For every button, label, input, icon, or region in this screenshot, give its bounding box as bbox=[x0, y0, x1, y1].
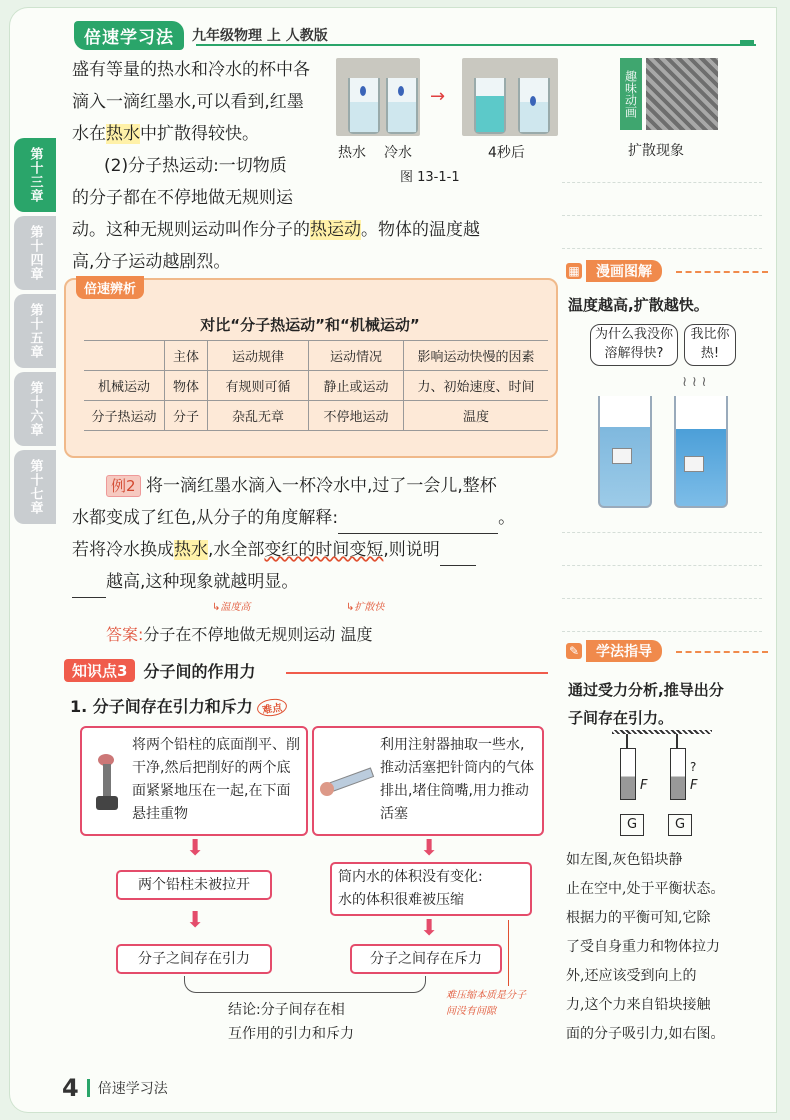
handwritten-note-2: ↳扩散快 bbox=[346, 602, 385, 613]
force-label-right: F bbox=[690, 778, 698, 793]
book-title: 九年级物理 上 人教版 bbox=[192, 28, 328, 44]
tab-chapter-13[interactable]: 第十三章 bbox=[14, 138, 56, 212]
example-label: 例2 bbox=[106, 475, 141, 497]
difficulty-stamp: 难点 bbox=[256, 697, 288, 718]
header-cell: 影响运动快慢的因素 bbox=[404, 341, 549, 371]
footer-separator bbox=[87, 1079, 90, 1097]
page-number: 4 bbox=[62, 1074, 79, 1102]
sugar-cube-icon bbox=[684, 456, 704, 472]
comic-headline: 温度越高,扩散越快。 bbox=[568, 296, 709, 314]
example-line-4: 越高,这种现象就越明显。 bbox=[72, 566, 298, 598]
comic-rule bbox=[676, 271, 768, 274]
handwritten-note-3: 难压缩本质是分子间没有间隙 bbox=[446, 990, 526, 1017]
example-line-2: 水都变成了红色,从分子的角度解释: 。 bbox=[72, 502, 515, 534]
qr-tag: 趣味动画 bbox=[620, 58, 642, 130]
down-arrow-icon: ⬇ bbox=[186, 836, 205, 861]
faded-margin bbox=[556, 500, 768, 620]
header-cell bbox=[84, 341, 165, 371]
tab-chapter-16[interactable]: 第十六章 bbox=[14, 372, 56, 446]
result-syringe bbox=[330, 862, 532, 916]
hot-glass-icon bbox=[674, 396, 728, 508]
example-answer: 答案:分子在不停地做无规则运动 温度 bbox=[106, 625, 373, 644]
handwritten-note-1: ↳温度高 bbox=[212, 602, 251, 613]
table-row bbox=[84, 371, 548, 401]
table-header-row bbox=[84, 341, 548, 371]
comic-tag: 漫画图解 bbox=[586, 260, 662, 282]
table-row bbox=[84, 401, 548, 431]
conclusion-repulsion: 分子之间存在斥力 bbox=[350, 944, 502, 974]
para2-line-4: 高,分子运动越剧烈。 bbox=[72, 252, 231, 272]
intro-line-2: 滴入一滴红墨水,可以看到,红墨 bbox=[72, 92, 304, 112]
result-lead: 两个铅柱未被拉开 bbox=[116, 870, 272, 900]
intro-line-3: 水在热水中扩散得较快。 bbox=[72, 124, 259, 144]
example-line-3: 若将冷水换成热水,水全部变红的时间变短,则说明 bbox=[72, 534, 476, 566]
method-icon: ✎ bbox=[566, 643, 582, 659]
method-heading bbox=[566, 640, 662, 662]
syringe-icon bbox=[320, 758, 376, 802]
card-lead-text: 将两个铅柱的底面削平、削干净,然后把削好的两个底面紧紧地压在一起,在下面悬挂重物 bbox=[132, 737, 300, 822]
table-cell: 物体 bbox=[165, 371, 208, 401]
experiment-card-lead bbox=[80, 726, 308, 836]
intro-line-1: 盛有等量的热水和冷水的杯中各 bbox=[72, 60, 310, 80]
subheading: 1. 分子间存在引力和斥力 难点 bbox=[70, 694, 287, 717]
answer-blank-2[interactable] bbox=[440, 547, 476, 566]
comic-heading bbox=[566, 260, 662, 282]
compare-table bbox=[84, 340, 548, 431]
table-cell: 杂乱无章 bbox=[208, 401, 309, 431]
note-pointer bbox=[508, 920, 510, 986]
qr-caption: 扩散现象 bbox=[628, 143, 684, 159]
down-arrow-icon: ⬇ bbox=[420, 836, 439, 861]
footer-book-name: 倍速学习法 bbox=[97, 1081, 168, 1097]
compare-tag: 倍速辨析 bbox=[76, 276, 144, 299]
cold-beaker-after bbox=[518, 78, 550, 134]
header-mark bbox=[740, 40, 754, 46]
label-after: 4秒后 bbox=[488, 145, 525, 161]
table-cell: 不停地运动 bbox=[309, 401, 404, 431]
section-rule bbox=[286, 672, 548, 674]
conclusion-attraction: 分子之间存在引力 bbox=[116, 944, 272, 974]
qr-code-icon[interactable] bbox=[646, 58, 718, 130]
weight-label-left: G bbox=[620, 814, 644, 836]
table-cell: 分子 bbox=[165, 401, 208, 431]
answer-blank-1[interactable] bbox=[338, 515, 498, 534]
down-arrow-icon: ⬇ bbox=[186, 908, 205, 933]
brand-logo: 倍速学习法 bbox=[74, 21, 184, 50]
method-text: 如左图,灰色铅块静 止在空中,处于平衡状态。 根据力的平衡可知,它除 了受自身重力和物体拉力 外,还应该受到向上的 力,这个力来自铅块接触 面的分子吸引力,如右图。 bbox=[566, 852, 725, 1042]
diffusion-figure bbox=[330, 56, 562, 186]
experiment-card-syringe bbox=[312, 726, 544, 836]
conclusion-text: 结论:分子间存在相 互作用的引力和斥力 bbox=[228, 1002, 354, 1042]
brace bbox=[184, 976, 426, 993]
force-label-left: F bbox=[640, 778, 648, 793]
weight-label-right: G bbox=[668, 814, 692, 836]
para2-line-2: 的分子都在不停地做无规则运 bbox=[72, 188, 293, 208]
header-cell: 运动情况 bbox=[309, 341, 404, 371]
lead-cylinder-icon bbox=[90, 754, 126, 814]
table-cell: 分子热运动 bbox=[84, 401, 165, 431]
para2-line-3: 动。这种无规则运动叫作分子的热运动。物体的温度越 bbox=[72, 220, 480, 240]
section-heading bbox=[64, 658, 255, 682]
table-cell: 温度 bbox=[404, 401, 549, 431]
cold-beaker bbox=[386, 78, 418, 134]
down-arrow-icon: ⬇ bbox=[420, 916, 439, 941]
header-cell: 运动规律 bbox=[208, 341, 309, 371]
qr-code-block[interactable] bbox=[620, 56, 720, 134]
section-tag: 知识点3 bbox=[64, 659, 135, 682]
arrow-right-icon: → bbox=[430, 86, 446, 107]
method-tag: 学法指导 bbox=[586, 640, 662, 662]
steam-icon: ≀ ≀ ≀ bbox=[682, 374, 707, 390]
speech-bubble-left: 为什么我没你溶解得快? bbox=[590, 324, 678, 366]
header-cell: 主体 bbox=[165, 341, 208, 371]
result-syringe-line-1: 筒内水的体积没有变化: bbox=[338, 869, 483, 885]
hot-beaker bbox=[348, 78, 380, 134]
result-syringe-line-2: 水的体积很难被压缩 bbox=[338, 892, 464, 908]
hot-beaker-after bbox=[474, 78, 506, 134]
tab-chapter-14[interactable]: 第十四章 bbox=[14, 216, 56, 290]
table-cell: 静止或运动 bbox=[309, 371, 404, 401]
speech-bubble-right: 我比你热! bbox=[684, 324, 736, 366]
method-headline: 通过受力分析,推导出分 子间存在引力。 bbox=[568, 681, 724, 727]
method-rule bbox=[676, 651, 768, 654]
answer-blank-3[interactable] bbox=[72, 579, 106, 598]
chapter-tabs bbox=[14, 138, 60, 528]
label-hot: 热水 bbox=[338, 145, 366, 161]
faded-margin bbox=[556, 150, 768, 250]
card-syringe-text: 利用注射器抽取一些水,推动活塞把针筒内的气体排出,堵住筒嘴,用力推动活塞 bbox=[380, 737, 534, 822]
figure-caption: 图 13-1-1 bbox=[400, 170, 460, 185]
table-cell: 有规则可循 bbox=[208, 371, 309, 401]
force-diagram bbox=[610, 730, 720, 840]
compare-title: 对比“分子热运动”和“机械运动” bbox=[200, 316, 420, 334]
label-cold: 冷水 bbox=[384, 145, 412, 161]
example-line-1: 例2 将一滴红墨水滴入一杯冷水中,过了一会儿,整杯 bbox=[106, 470, 497, 502]
comic-icon: ▦ bbox=[566, 263, 582, 279]
question-label: ? bbox=[690, 760, 697, 774]
section-title: 分子间的作用力 bbox=[143, 661, 256, 681]
header-rule bbox=[196, 44, 756, 46]
sugar-cube-icon bbox=[612, 448, 632, 464]
table-cell: 机械运动 bbox=[84, 371, 165, 401]
para2-line-1: (2)分子热运动:一切物质 bbox=[104, 156, 287, 176]
page-footer bbox=[62, 1074, 168, 1102]
tab-chapter-17[interactable]: 第十七章 bbox=[14, 450, 56, 524]
tab-chapter-15[interactable]: 第十五章 bbox=[14, 294, 56, 368]
table-cell: 力、初始速度、时间 bbox=[404, 371, 549, 401]
